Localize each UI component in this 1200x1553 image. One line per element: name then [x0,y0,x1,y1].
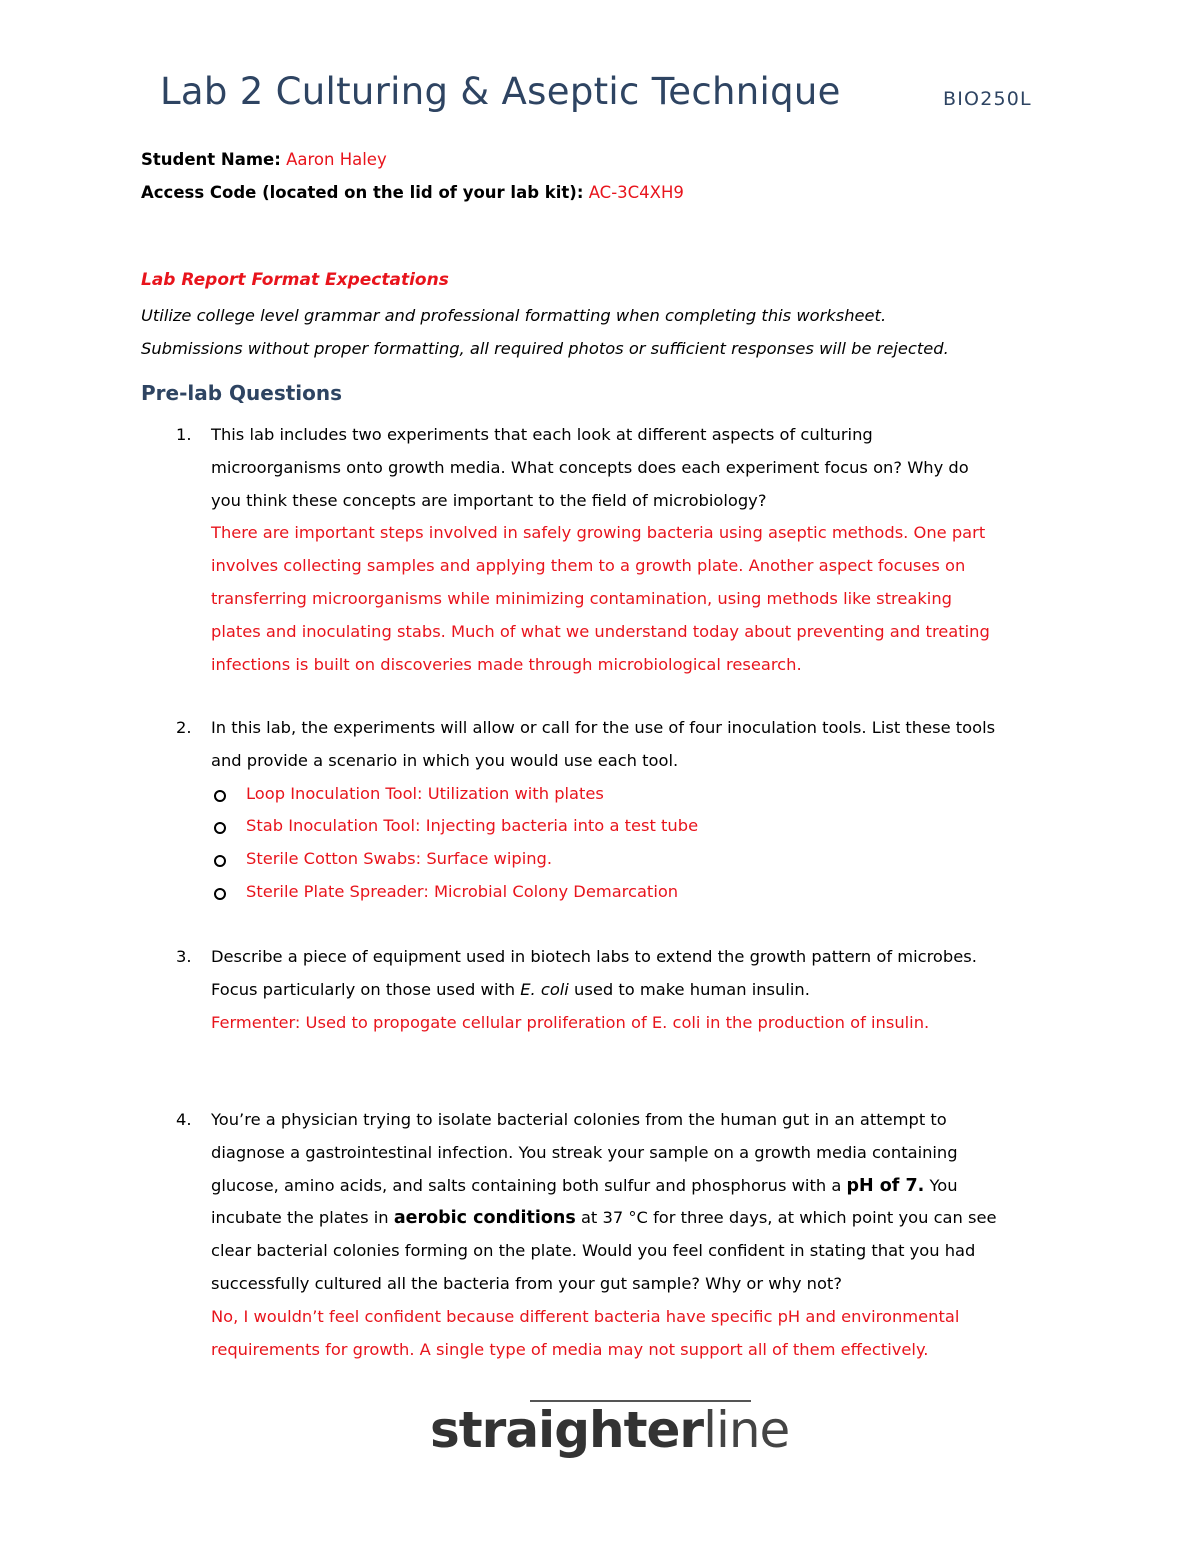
question-text: diagnose a gastrointestinal infection. You streak your sample on a growth media containing [211,1142,958,1162]
question-text-part: Focus particularly on those used with [211,979,521,999]
bullet-text: Stab Inoculation Tool: Injecting bacteria into a test tube [246,816,699,836]
logo-text-light: line [703,1401,790,1459]
straighterline-logo [430,1395,790,1465]
access-code-value: AC-3C4XH9 [588,183,684,202]
logo-text [430,1401,789,1459]
bullet-text: Loop Inoculation Tool: Utilization with plates [246,783,604,803]
question-number: 3. [176,947,192,966]
emphasis-text: pH of 7. [846,1175,925,1196]
answer-text: involves collecting samples and applying them to a growth plate. Another aspect focuses on [211,556,966,576]
question-text: microorganisms onto growth media. What concepts does each experiment focus on? Why do [211,457,969,477]
answer-text: infections is built on discoveries made through microbiological research. [211,654,802,674]
tools-list [176,778,1076,909]
organism-name: E. coli [520,979,569,999]
question-text-part: used to make human insulin. [568,979,810,999]
question-text [211,1202,1076,1235]
answer-text: requirements for growth. A single type of media may not support all of them effectively. [211,1339,929,1359]
title-row [160,70,1060,126]
prelab-heading: Pre-lab Questions [141,381,343,405]
format-line: Submissions without proper formatting, all required photos or sufficient responses will be rejected. [141,339,949,358]
question-text: Describe a piece of equipment used in biotech labs to extend the growth pattern of microbes. [211,947,977,966]
question-text: In this lab, the experiments will allow or call for the use of four inoculation tools. List these tools [211,718,996,737]
question-number: 1. [176,425,192,444]
bullet-circle-icon [214,822,226,834]
bullet-circle-icon [214,855,226,867]
student-name-label: Student Name: [141,150,281,169]
question-text: This lab includes two experiments that each look at different aspects of culturing [211,425,873,444]
question-text-part: incubate the plates in [211,1208,394,1228]
logo-text-bold: straighter [430,1401,704,1459]
question-text: successfully cultured all the bacteria from your gut sample? Why or why not? [211,1273,842,1293]
question-number: 2. [176,718,192,737]
question-text-part: glucose, amino acids, and salts containing both sulfur and phosphorus with a [211,1175,847,1195]
bullet-text: Sterile Plate Spreader: Microbial Colony Demarcation [246,881,679,901]
question-text: You’re a physician trying to isolate bacterial colonies from the human gut in an attempt to [211,1110,947,1129]
question-text: you think these concepts are important to the field of microbiology? [211,490,767,510]
question-text [211,1170,1076,1203]
student-name-value: Aaron Haley [286,150,387,169]
format-line: Utilize college level grammar and professional formatting when completing this worksheet. [141,306,887,325]
bullet-text: Sterile Cotton Swabs: Surface wiping. [246,849,553,869]
question-1 [176,419,1076,681]
question-text: and provide a scenario in which you would use each tool. [211,750,679,770]
list-item [176,810,1076,843]
question-3 [176,941,1076,1039]
list-item [176,876,1076,909]
list-item [176,843,1076,876]
question-4 [176,1104,1076,1366]
question-text-part: at 37 °C for three days, at which point you can see [575,1208,997,1228]
answer-text: There are important steps involved in safely growing bacteria using aseptic methods. One part [211,523,986,543]
page-title: Lab 2 Culturing & Aseptic Technique [160,70,841,113]
question-2 [176,712,1076,909]
bullet-circle-icon [214,888,226,900]
question-text-part: You [924,1175,958,1195]
emphasis-text: aerobic conditions [393,1208,576,1229]
list-item [176,778,1076,811]
course-code: BIO250L [943,88,1032,110]
question-number: 4. [176,1110,192,1129]
access-code-line [141,183,684,202]
answer-text: No, I wouldn’t feel confident because different bacteria have specific pH and environmental [211,1306,960,1326]
answer-text: plates and inoculating stabs. Much of what we understand today about preventing and treating [211,621,990,641]
student-name-line [141,150,387,169]
question-text [211,974,1076,1007]
bullet-circle-icon [214,790,226,802]
access-code-label: Access Code (located on the lid of your lab kit): [141,183,584,202]
answer-text: Fermenter: Used to propogate cellular proliferation of E. coli in the production of insulin. [211,1012,930,1032]
question-text: clear bacterial colonies forming on the plate. Would you feel confident in stating that you had [211,1241,976,1261]
format-heading: Lab Report Format Expectations [141,270,449,290]
answer-text: transferring microorganisms while minimizing contamination, using methods like streaking [211,588,952,608]
